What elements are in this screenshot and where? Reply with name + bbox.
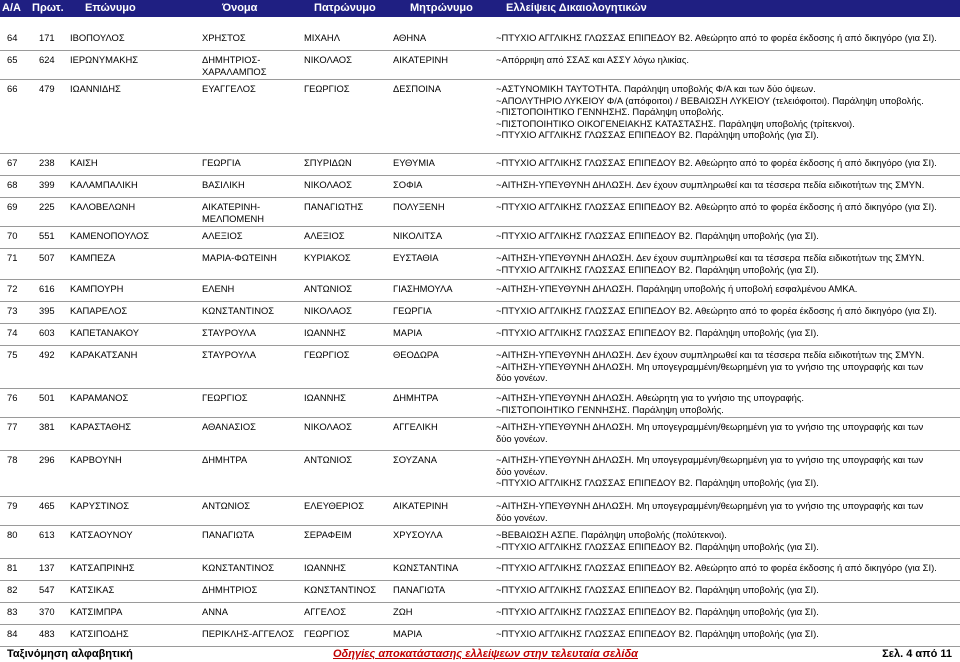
row-deficiencies bbox=[496, 252, 924, 275]
row-protocol: 551 bbox=[39, 230, 55, 241]
row-protocol: 296 bbox=[39, 454, 55, 465]
row-name: ΓΕΩΡΓΙΟΣ bbox=[202, 392, 248, 403]
row-protocol: 507 bbox=[39, 252, 55, 263]
row-mother: ΠΟΛΥΞΕΝΗ bbox=[393, 201, 445, 212]
row-deficiencies bbox=[496, 421, 923, 444]
deficiency-note: δύο γονέων. bbox=[496, 372, 548, 383]
row-name: ΕΥΑΓΓΕΛΟΣ bbox=[202, 83, 256, 94]
row-name: ΠΑΝΑΓΙΩΤΑ bbox=[202, 529, 255, 540]
deficiency-note: ~ΠΤΥΧΙΟ ΑΓΓΛΙΚΗΣ ΓΛΩΣΣΑΣ ΕΠΙΠΕΔΟΥ Β2. Παράληψη υποβολής (για ΣΙ). bbox=[496, 327, 819, 338]
row-surname: ΚΑΤΣΙΠΟΔΗΣ bbox=[70, 628, 129, 639]
deficiency-note: ~ΠΤΥΧΙΟ ΑΓΓΛΙΚΗΣ ΓΛΩΣΣΑΣ ΕΠΙΠΕΔΟΥ Β2. Αθεώρητο από το φορέα έκδοσης ή από δικηγόρο (για ΣΙ). bbox=[496, 32, 937, 43]
header-name: Όνομα bbox=[222, 2, 258, 14]
row-deficiencies bbox=[496, 230, 819, 242]
row-father: ΑΓΓΕΛΟΣ bbox=[304, 606, 346, 617]
row-father: ΠΑΝΑΓΙΩΤΗΣ bbox=[304, 201, 364, 212]
row-name: ΑΛΕΞΙΟΣ bbox=[202, 230, 243, 241]
row-surname: ΚΑΛΟΒΕΛΩΝΗ bbox=[70, 201, 136, 212]
row-father: ΙΩΑΝΝΗΣ bbox=[304, 562, 346, 573]
table-row bbox=[0, 324, 960, 346]
row-surname: ΙΩΑΝΝΙΔΗΣ bbox=[70, 83, 121, 94]
row-father: ΙΩΑΝΝΗΣ bbox=[304, 327, 346, 338]
row-surname: ΚΑΜΕΝΟΠΟΥΛΟΣ bbox=[70, 230, 150, 241]
row-aa: 75 bbox=[7, 349, 18, 360]
row-aa: 66 bbox=[7, 83, 18, 94]
deficiency-note: ~ΠΤΥΧΙΟ ΑΓΓΛΙΚΗΣ ΓΛΩΣΣΑΣ ΕΠΙΠΕΔΟΥ Β2. Παράληψη υποβολής (για ΣΙ). bbox=[496, 606, 819, 617]
row-name: ΚΩΝΣΤΑΝΤΙΝΟΣ bbox=[202, 305, 275, 316]
deficiency-note: ~ΠΤΥΧΙΟ ΑΓΓΛΙΚΗΣ ΓΛΩΣΣΑΣ ΕΠΙΠΕΔΟΥ Β2. Αθεώρητο από το φορέα έκδοσης ή από δικηγόρο (για ΣΙ). bbox=[496, 305, 937, 316]
deficiency-note: ~ΠΤΥΧΙΟ ΑΓΓΛΙΚΗΣ ΓΛΩΣΣΑΣ ΕΠΙΠΕΔΟΥ Β2. Παράληψη υποβολής (για ΣΙ). bbox=[496, 540, 819, 552]
deficiency-note: ~ΠΤΥΧΙΟ ΑΓΓΛΙΚΗΣ ΓΛΩΣΣΑΣ ΕΠΙΠΕΔΟΥ Β2. Παράληψη υποβολής (για ΣΙ). bbox=[496, 628, 819, 639]
row-mother: ΑΙΚΑΤΕΡΙΝΗ bbox=[393, 54, 449, 65]
deficiency-note: ~ΠΤΥΧΙΟ ΑΓΓΛΙΚΗΣ ΓΛΩΣΣΑΣ ΕΠΙΠΕΔΟΥ Β2. Αθεώρητο από το φορέα έκδοσης ή από δικηγόρο (για ΣΙ). bbox=[496, 562, 937, 573]
page-indicator: Σελ. 4 από 11 bbox=[882, 648, 952, 660]
page-footer bbox=[0, 646, 960, 662]
row-father: ΝΙΚΟΛΑΟΣ bbox=[304, 305, 352, 316]
row-father: ΚΩΝΣΤΑΝΤΙΝΟΣ bbox=[304, 584, 377, 595]
table-row bbox=[0, 603, 960, 625]
row-surname: ΙΕΡΩΝΥΜΑΚΗΣ bbox=[70, 54, 139, 65]
applicants-table bbox=[0, 29, 960, 647]
row-protocol: 501 bbox=[39, 392, 55, 403]
header-deficiencies: Ελλείψεις Δικαιολογητικών bbox=[506, 2, 647, 14]
row-protocol: 395 bbox=[39, 305, 55, 316]
row-mother: ΕΥΘΥΜΙΑ bbox=[393, 157, 435, 168]
header-surname: Επώνυμο bbox=[85, 2, 136, 14]
row-deficiencies bbox=[496, 454, 923, 489]
row-name: ΔΗΜΗΤΡΙΟΣ-ΧΑΡΑΛΑΜΠΟΣ bbox=[202, 54, 267, 77]
row-deficiencies bbox=[496, 54, 689, 66]
row-surname: ΚΑΜΠΕΖΑ bbox=[70, 252, 116, 263]
row-protocol: 399 bbox=[39, 179, 55, 190]
row-deficiencies bbox=[496, 606, 819, 618]
row-aa: 82 bbox=[7, 584, 18, 595]
row-name: ΚΩΝΣΤΑΝΤΙΝΟΣ bbox=[202, 562, 275, 573]
row-aa: 84 bbox=[7, 628, 18, 639]
row-aa: 70 bbox=[7, 230, 18, 241]
deficiency-note: ~ΑΙΤΗΣΗ-ΥΠΕΥΘΥΝΗ ΔΗΛΩΣΗ. Παράληψη υποβολής ή υποβολή εσφαλμένου ΑΜΚΑ. bbox=[496, 283, 858, 294]
table-row bbox=[0, 280, 960, 302]
row-father: ΝΙΚΟΛΑΟΣ bbox=[304, 54, 352, 65]
table-row bbox=[0, 526, 960, 559]
row-aa: 76 bbox=[7, 392, 18, 403]
row-mother: ΑΘΗΝΑ bbox=[393, 32, 427, 43]
header-aa: Α/Α bbox=[2, 2, 21, 14]
row-father: ΜΙΧΑΗΛ bbox=[304, 32, 340, 43]
row-mother: ΑΓΓΕΛΙΚΗ bbox=[393, 421, 438, 432]
row-name: ΕΛΕΝΗ bbox=[202, 283, 235, 294]
deficiency-note: ~ΑΙΤΗΣΗ-ΥΠΕΥΘΥΝΗ ΔΗΛΩΣΗ. Μη υπογεγραμμένη/θεωρημένη για το γνήσιο της υπογραφής και των bbox=[496, 454, 924, 465]
header-protocol: Πρωτ. bbox=[32, 2, 64, 14]
row-deficiencies bbox=[496, 584, 819, 596]
row-surname: ΚΑΤΣΑΟΥΝΟΥ bbox=[70, 529, 133, 540]
row-surname: ΚΑΡΑΣΤΑΘΗΣ bbox=[70, 421, 132, 432]
row-name: ΑΝΤΩΝΙΟΣ bbox=[202, 500, 251, 511]
row-father: ΓΕΩΡΓΙΟΣ bbox=[304, 83, 350, 94]
deficiency-note: ~ΠΤΥΧΙΟ ΑΓΓΛΙΚΗΣ ΓΛΩΣΣΑΣ ΕΠΙΠΕΔΟΥ Β2. Αθεώρητο από το φορέα έκδοσης ή από δικηγόρο (για ΣΙ). bbox=[496, 201, 937, 212]
row-father: ΕΛΕΥΘΕΡΙΟΣ bbox=[304, 500, 364, 511]
table-row bbox=[0, 29, 960, 51]
row-aa: 73 bbox=[7, 305, 18, 316]
row-protocol: 479 bbox=[39, 83, 55, 94]
deficiency-note: ~ΠΤΥΧΙΟ ΑΓΓΛΙΚΗΣ ΓΛΩΣΣΑΣ ΕΠΙΠΕΔΟΥ Β2. Παράληψη υποβολής (για ΣΙ). bbox=[496, 230, 819, 241]
row-protocol: 613 bbox=[39, 529, 55, 540]
row-mother: ΚΩΝΣΤΑΝΤΙΝΑ bbox=[393, 562, 459, 573]
row-father: ΚΥΡΙΑΚΟΣ bbox=[304, 252, 351, 263]
row-aa: 74 bbox=[7, 327, 18, 338]
row-aa: 69 bbox=[7, 201, 18, 212]
row-father: ΙΩΑΝΝΗΣ bbox=[304, 392, 346, 403]
row-aa: 79 bbox=[7, 500, 18, 511]
row-deficiencies bbox=[496, 157, 937, 169]
row-aa: 81 bbox=[7, 562, 18, 573]
row-aa: 77 bbox=[7, 421, 18, 432]
row-surname: ΚΑΡΑΜΑΝΟΣ bbox=[70, 392, 129, 403]
row-surname: ΚΑΤΣΙΚΑΣ bbox=[70, 584, 115, 595]
row-name: ΜΑΡΙΑ-ΦΩΤΕΙΝΗ bbox=[202, 252, 277, 263]
row-mother: ΣΟΥΖΑΝΑ bbox=[393, 454, 438, 465]
row-surname: ΙΒΟΠΟΥΛΟΣ bbox=[70, 32, 125, 43]
row-aa: 65 bbox=[7, 54, 18, 65]
row-father: ΑΛΕΞΙΟΣ bbox=[304, 230, 345, 241]
deficiency-note: ~ΑΙΤΗΣΗ-ΥΠΕΥΘΥΝΗ ΔΗΛΩΣΗ. Μη υπογεγραμμένη/θεωρημένη για το γνήσιο της υπογραφής και των bbox=[496, 500, 924, 511]
row-surname: ΚΑΡΑΚΑΤΣΑΝΗ bbox=[70, 349, 138, 360]
row-mother: ΝΙΚΟΛΙΤΣΑ bbox=[393, 230, 443, 241]
row-father: ΣΕΡΑΦΕΙΜ bbox=[304, 529, 352, 540]
instructions-link[interactable]: Οδηγίες αποκατάστασης ελλείψεων στην τελευταία σελίδα bbox=[333, 648, 638, 660]
row-protocol: 171 bbox=[39, 32, 55, 43]
row-mother: ΓΙΑΣΗΜΟΥΛΑ bbox=[393, 283, 453, 294]
row-name: ΠΕΡΙΚΛΗΣ-ΑΓΓΕΛΟΣ bbox=[202, 628, 295, 639]
deficiency-note: ~ΠΤΥΧΙΟ ΑΓΓΛΙΚΗΣ ΓΛΩΣΣΑΣ ΕΠΙΠΕΔΟΥ Β2. Αθεώρητο από το φορέα έκδοσης ή από δικηγόρο (για ΣΙ). bbox=[496, 157, 937, 168]
header-father: Πατρώνυμο bbox=[314, 2, 376, 14]
row-mother: ΧΡΥΣΟΥΛΑ bbox=[393, 529, 443, 540]
table-row bbox=[0, 451, 960, 497]
row-surname: ΚΑΤΣΑΠΡΙΝΗΣ bbox=[70, 562, 135, 573]
row-surname: ΚΑΡΥΣΤΙΝΟΣ bbox=[70, 500, 129, 511]
row-father: ΑΝΤΩΝΙΟΣ bbox=[304, 283, 353, 294]
row-mother: ΑΙΚΑΤΕΡΙΝΗ bbox=[393, 500, 449, 511]
table-row bbox=[0, 497, 960, 526]
row-protocol: 483 bbox=[39, 628, 55, 639]
deficiency-note: δύο γονέων. bbox=[496, 432, 548, 444]
row-mother: ΓΕΩΡΓΙΑ bbox=[393, 305, 432, 316]
row-surname: ΚΑΠΑΡΕΛΟΣ bbox=[70, 305, 128, 316]
deficiency-note: ~ΒΕΒΑΙΩΣΗ ΑΣΠΕ. Παράληψη υποβολής (πολύτεκνοι). bbox=[496, 529, 727, 540]
deficiency-note: ~ΠΤΥΧΙΟ ΑΓΓΛΙΚΗΣ ΓΛΩΣΣΑΣ ΕΠΙΠΕΔΟΥ Β2. Παράληψη υποβολής (για ΣΙ). bbox=[496, 477, 819, 488]
row-deficiencies bbox=[496, 305, 937, 317]
row-deficiencies bbox=[496, 327, 819, 339]
row-protocol: 238 bbox=[39, 157, 55, 168]
row-surname: ΚΑΤΣΙΜΠΡΑ bbox=[70, 606, 123, 617]
sort-label: Ταξινόμηση αλφαβητική bbox=[7, 648, 133, 660]
row-protocol: 137 bbox=[39, 562, 55, 573]
deficiency-note: ~ΑΙΤΗΣΗ-ΥΠΕΥΘΥΝΗ ΔΗΛΩΣΗ. Μη υπογεγραμμένη/θεωρημένη για το γνήσιο της υπογραφής και των bbox=[496, 421, 924, 432]
table-row bbox=[0, 581, 960, 603]
deficiency-note: ~ΑΙΤΗΣΗ-ΥΠΕΥΘΥΝΗ ΔΗΛΩΣΗ. Μη υπογεγραμμένη/θεωρημένη για το γνήσιο της υπογραφής και των bbox=[496, 360, 924, 372]
row-mother: ΣΟΦΙΑ bbox=[393, 179, 423, 190]
row-aa: 67 bbox=[7, 157, 18, 168]
deficiency-note: ~ΑΙΤΗΣΗ-ΥΠΕΥΘΥΝΗ ΔΗΛΩΣΗ. Δεν έχουν συμπληρωθεί και τα τέσσερα πεδία ειδικοτήτων της ΣΜΥΝ. bbox=[496, 349, 925, 360]
row-mother: ΖΩΗ bbox=[393, 606, 413, 617]
row-deficiencies bbox=[496, 349, 924, 384]
row-name: ΑΙΚΑΤΕΡΙΝΗ-ΜΕΛΠΟΜΕΝΗ bbox=[202, 201, 264, 224]
row-deficiencies bbox=[496, 562, 937, 574]
deficiency-note: ~Απόρριψη από ΣΣΑΣ και ΑΣΣΥ λόγω ηλικίας. bbox=[496, 54, 689, 65]
row-aa: 68 bbox=[7, 179, 18, 190]
row-father: ΑΝΤΩΝΙΟΣ bbox=[304, 454, 353, 465]
table-row bbox=[0, 154, 960, 176]
deficiency-note: ~ΑΙΤΗΣΗ-ΥΠΕΥΘΥΝΗ ΔΗΛΩΣΗ. Δεν έχουν συμπληρωθεί και τα τέσσερα πεδία ειδικοτήτων της ΣΜΥΝ. bbox=[496, 179, 925, 190]
deficiency-note: ~ΠΤΥΧΙΟ ΑΓΓΛΙΚΗΣ ΓΛΩΣΣΑΣ ΕΠΙΠΕΔΟΥ Β2. Παράληψη υποβολής (για ΣΙ). bbox=[496, 263, 819, 275]
deficiency-note: ~ΑΣΤΥΝΟΜΙΚΗ ΤΑΥΤΟΤΗΤΑ. Παράληψη υποβολής Φ/Α και των δύο όψεων. bbox=[496, 83, 816, 94]
row-aa: 64 bbox=[7, 32, 18, 43]
table-row bbox=[0, 418, 960, 451]
row-name: ΧΡΗΣΤΟΣ bbox=[202, 32, 246, 43]
row-name: ΣΤΑΥΡΟΥΛΑ bbox=[202, 349, 256, 360]
row-protocol: 624 bbox=[39, 54, 55, 65]
row-deficiencies bbox=[496, 392, 804, 415]
deficiency-note: ~ΑΙΤΗΣΗ-ΥΠΕΥΘΥΝΗ ΔΗΛΩΣΗ. Δεν έχουν συμπληρωθεί και τα τέσσερα πεδία ειδικοτήτων της ΣΜΥΝ. bbox=[496, 252, 925, 263]
row-aa: 78 bbox=[7, 454, 18, 465]
table-header bbox=[0, 0, 960, 17]
row-mother: ΜΑΡΙΑ bbox=[393, 327, 423, 338]
row-mother: ΜΑΡΙΑ bbox=[393, 628, 423, 639]
row-surname: ΚΑΜΠΟΥΡΗ bbox=[70, 283, 124, 294]
row-surname: ΚΑΙΣΗ bbox=[70, 157, 98, 168]
row-aa: 83 bbox=[7, 606, 18, 617]
deficiency-note: ~ΠΙΣΤΟΠΟΙΗΤΙΚΟ ΓΕΝΝΗΣΗΣ. Παράληψη υποβολής. bbox=[496, 403, 724, 415]
deficiency-note: ~ΑΙΤΗΣΗ-ΥΠΕΥΘΥΝΗ ΔΗΛΩΣΗ. Αθεώρητη για το γνήσιο της υπογραφής. bbox=[496, 392, 805, 403]
table-row bbox=[0, 51, 960, 80]
row-surname: ΚΑΠΕΤΑΝΑΚΟΥ bbox=[70, 327, 140, 338]
row-name: ΣΤΑΥΡΟΥΛΑ bbox=[202, 327, 256, 338]
row-surname: ΚΑΛΑΜΠΑΛΙΚΗ bbox=[70, 179, 138, 190]
row-father: ΝΙΚΟΛΑΟΣ bbox=[304, 421, 352, 432]
table-row bbox=[0, 625, 960, 647]
table-row bbox=[0, 80, 960, 154]
row-mother: ΔΗΜΗΤΡΑ bbox=[393, 392, 439, 403]
table-row bbox=[0, 559, 960, 581]
row-protocol: 465 bbox=[39, 500, 55, 511]
row-name: ΑΘΑΝΑΣΙΟΣ bbox=[202, 421, 256, 432]
header-mother: Μητρώνυμο bbox=[410, 2, 473, 14]
deficiency-note: ~ΠΙΣΤΟΠΟΙΗΤΙΚΟ ΟΙΚΟΓΕΝΕΙΑΚΗΣ ΚΑΤΑΣΤΑΣΗΣ. Παράληψη υποβολής (τρίτεκνοι). bbox=[496, 117, 855, 129]
table-row bbox=[0, 389, 960, 418]
row-deficiencies bbox=[496, 529, 819, 552]
row-protocol: 603 bbox=[39, 327, 55, 338]
row-protocol: 492 bbox=[39, 349, 55, 360]
row-aa: 71 bbox=[7, 252, 18, 263]
row-protocol: 370 bbox=[39, 606, 55, 617]
row-name: ΔΗΜΗΤΡΑ bbox=[202, 454, 248, 465]
row-father: ΣΠΥΡΙΔΩΝ bbox=[304, 157, 352, 168]
row-deficiencies bbox=[496, 628, 819, 640]
row-mother: ΕΥΣΤΑΘΙΑ bbox=[393, 252, 439, 263]
row-father: ΝΙΚΟΛΑΟΣ bbox=[304, 179, 352, 190]
row-father: ΓΕΩΡΓΙΟΣ bbox=[304, 628, 350, 639]
row-mother: ΔΕΣΠΟΙΝΑ bbox=[393, 83, 442, 94]
row-name: ΒΑΣΙΛΙΚΗ bbox=[202, 179, 245, 190]
row-deficiencies bbox=[496, 32, 937, 44]
deficiency-note: ~ΠΤΥΧΙΟ ΑΓΓΛΙΚΗΣ ΓΛΩΣΣΑΣ ΕΠΙΠΕΔΟΥ Β2. Παράληψη υποβολής (για ΣΙ). bbox=[496, 584, 819, 595]
row-surname: ΚΑΡΒΟΥΝΗ bbox=[70, 454, 122, 465]
row-deficiencies bbox=[496, 201, 937, 213]
table-row bbox=[0, 176, 960, 198]
deficiency-note: δύο γονέων. bbox=[496, 511, 548, 523]
table-row bbox=[0, 198, 960, 227]
row-aa: 72 bbox=[7, 283, 18, 294]
table-row bbox=[0, 227, 960, 249]
row-protocol: 381 bbox=[39, 421, 55, 432]
row-mother: ΠΑΝΑΓΙΩΤΑ bbox=[393, 584, 446, 595]
row-name: ΑΝΝΑ bbox=[202, 606, 229, 617]
row-name: ΔΗΜΗΤΡΙΟΣ bbox=[202, 584, 258, 595]
row-deficiencies bbox=[496, 500, 923, 523]
row-father: ΓΕΩΡΓΙΟΣ bbox=[304, 349, 350, 360]
table-row bbox=[0, 249, 960, 280]
row-deficiencies bbox=[496, 179, 924, 191]
row-name: ΓΕΩΡΓΙΑ bbox=[202, 157, 241, 168]
deficiency-note: ~ΠΙΣΤΟΠΟΙΗΤΙΚΟ ΓΕΝΝΗΣΗΣ. Παράληψη υποβολής. bbox=[496, 106, 724, 117]
deficiency-note: δύο γονέων. bbox=[496, 465, 548, 477]
row-deficiencies bbox=[496, 283, 857, 295]
row-protocol: 616 bbox=[39, 283, 55, 294]
row-deficiencies bbox=[496, 83, 924, 141]
table-row bbox=[0, 346, 960, 389]
deficiency-note: ~ΠΤΥΧΙΟ ΑΓΓΛΙΚΗΣ ΓΛΩΣΣΑΣ ΕΠΙΠΕΔΟΥ Β2. Παράληψη υποβολής (για ΣΙ). bbox=[496, 129, 819, 140]
row-protocol: 225 bbox=[39, 201, 55, 212]
row-protocol: 547 bbox=[39, 584, 55, 595]
deficiency-note: ~ΑΠΟΛΥΤΗΡΙΟ ΛΥΚΕΙΟΥ Φ/Α (απόφοιτοι) / ΒΕΒΑΙΩΣΗ ΛΥΚΕΙΟΥ (τελειόφοιτοι). Παράληψη υποβολής. bbox=[496, 94, 924, 106]
row-mother: ΘΕΟΔΩΡΑ bbox=[393, 349, 439, 360]
table-row bbox=[0, 302, 960, 324]
row-aa: 80 bbox=[7, 529, 18, 540]
